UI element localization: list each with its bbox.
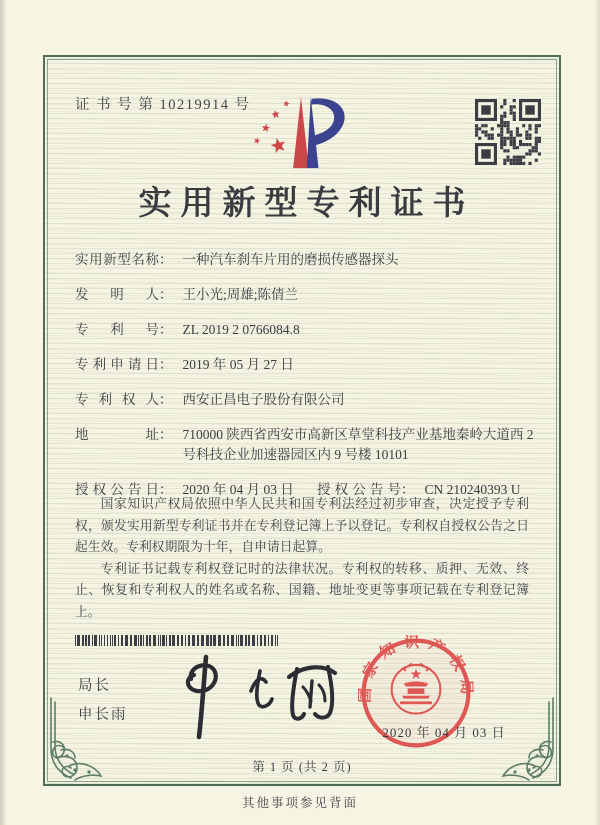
field-row-filing-date [75,355,541,375]
back-side-note: 其他事项参见背面 [241,796,358,810]
field-label: 实用新型名称 [75,252,159,267]
certificate-number: 证 书 号 第 10219914 号 [75,97,251,113]
field-colon: ： [159,482,173,497]
field-label: 授权公告日 [75,482,159,497]
certificate-frame [43,55,561,786]
field-row-patent-number [75,320,541,340]
field-row-patentee [75,390,541,410]
signature-icon [163,649,353,744]
field-label: 专利申请日 [75,357,159,372]
field-label: 授权公告号 [317,482,401,497]
seal-date: 2020 年 04 月 03 日 [382,725,506,740]
certificate-title: 实用新型专利证书 [138,186,475,222]
barcode-icon [75,635,280,646]
legal-paragraphs [75,494,529,623]
seal-agency-text: 国家知识产权局 [358,635,474,704]
field-row-address [75,425,541,465]
field-value-filing-date: 2019 年 05 月 27 日 [182,357,294,372]
field-value-patentee: 西安正昌电子股份有限公司 [182,392,345,407]
field-colon: ： [159,392,173,407]
field-label: 专利权人 [75,392,159,407]
legal-paragraph-2: 专利证书记载专利权登记时的法律状况。专利权的转移、质押、无效、终止、恢复和专利权人的姓名或名称、国籍、地址变更等事项记载在专利登记簿上。 [75,561,529,619]
field-value-patent-number: ZL 2019 2 0766084.8 [182,322,300,337]
field-list [75,250,541,500]
field-value-patent-name: 一种汽车刹车片用的磨损传感器探头 [182,252,399,267]
field-value-grant-number: CN 210240393 U [424,482,521,497]
field-colon: ： [159,287,173,302]
field-colon: ： [401,482,415,497]
field-colon: ： [159,357,173,372]
field-colon: ： [159,252,173,267]
field-colon: ： [159,427,173,442]
field-colon: ： [159,322,173,337]
signoff-block [78,678,128,736]
legal-paragraph-1: 国家知识产权局依照中华人民共和国专利法经过初步审查，决定授予专利权，颁发实用新型专利证书并在专利登记簿上予以登记。专利权自授权公告之日起生效。专利权期限为十年，自申请日起算。 [75,497,529,554]
page-number: 第 1 页 (共 2 页) [252,760,352,774]
field-label: 地址 [75,427,159,442]
scan-edge-shadow-right [594,0,600,825]
field-value-inventors: 王小光;周雄;陈倩兰 [182,287,299,302]
field-row-inventors [75,285,541,305]
scan-edge-shadow-left [0,0,7,825]
qr-code-icon [475,99,541,165]
cnipa-logo-icon [250,92,348,172]
commissioner-title: 局长 [78,678,111,694]
field-value-address: 710000 陕西省西安市高新区草堂科技产业基地秦岭大道西 2 号科技企业加速器园区内 9 号楼 10101 [182,427,534,462]
field-label: 发明人 [75,287,159,302]
field-label: 专利号 [75,322,159,337]
field-value-grant-date: 2020 年 04 月 03 日 [182,482,294,497]
commissioner-name: 申长雨 [78,707,128,723]
field-row-patent-name [75,250,541,270]
